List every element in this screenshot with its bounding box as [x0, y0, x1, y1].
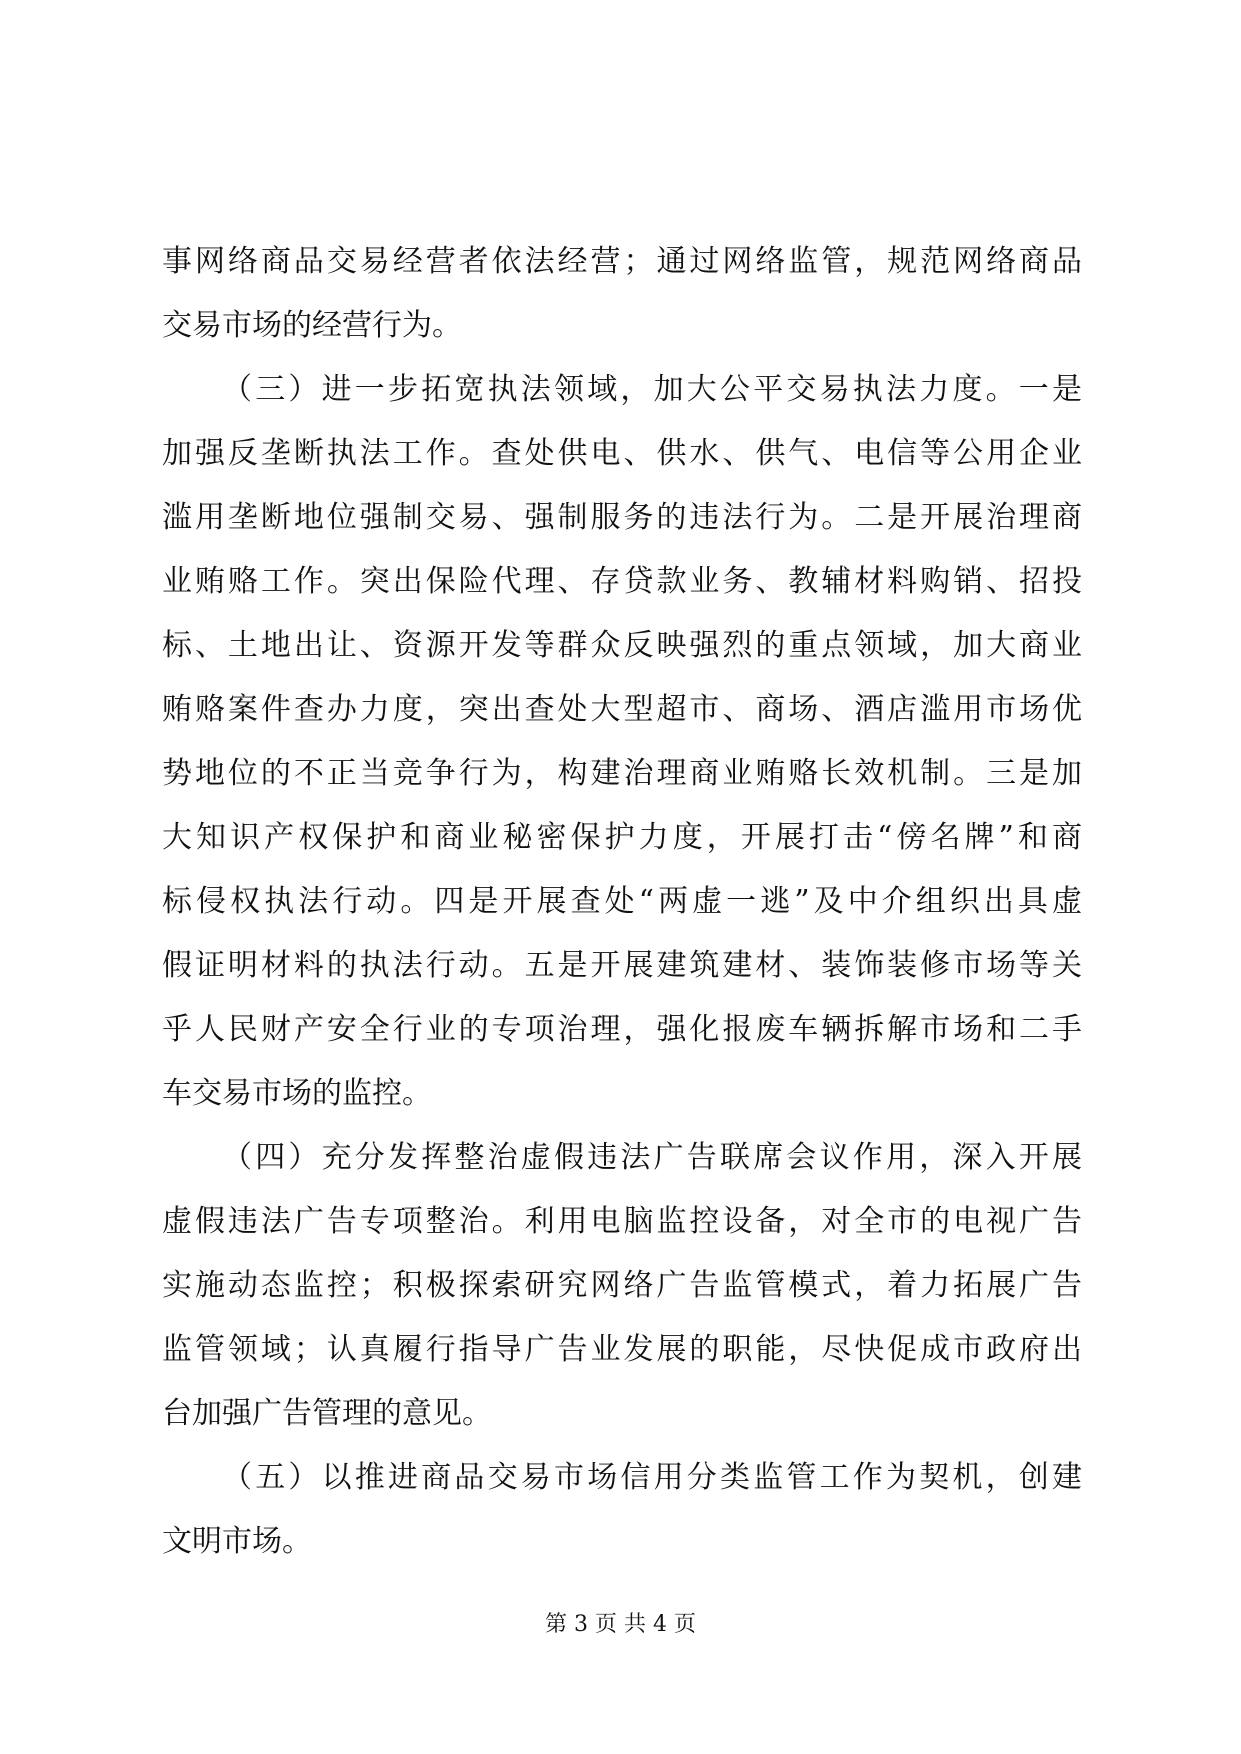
text-line: 贿赂案件查办力度，突出查处大型超市、商场、酒店滥用市场优	[162, 692, 1082, 727]
text-line: 事网络商品交易经营者依法经营；通过网络监管，规范网络商品	[162, 244, 1082, 279]
text-line: 乎人民财产安全行业的专项治理，强化报废车辆拆解市场和二手	[162, 1012, 1082, 1047]
text-line: 交易市场的经营行为。	[162, 308, 462, 343]
text-line: 业贿赂工作。突出保险代理、存贷款业务、教辅材料购销、招投	[162, 564, 1082, 599]
text-line: 加强反垄断执法工作。查处供电、供水、供气、电信等公用企业	[162, 436, 1082, 471]
text-line: 监管领域；认真履行指导广告业发展的职能，尽快促成市政府出	[162, 1332, 1082, 1367]
paragraph-p-4	[162, 1126, 1082, 1446]
text-line: 滥用垄断地位强制交易、强制服务的违法行为。二是开展治理商	[162, 500, 1082, 535]
document-body	[162, 230, 1082, 1574]
text-line: 标侵权执法行动。四是开展查处“两虚一逃”及中介组织出具虚	[162, 884, 1082, 919]
page-footer: 第 3 页 共 4 页	[545, 1612, 696, 1637]
text-line: 标、土地出让、资源开发等群众反映强烈的重点领域，加大商业	[162, 628, 1082, 663]
paragraph-p-continued	[162, 230, 1082, 358]
text-line: 车交易市场的监控。	[162, 1076, 432, 1111]
text-line: （三）进一步拓宽执法领域，加大公平交易执法力度。一是	[222, 372, 1082, 407]
text-line: 虚假违法广告专项整治。利用电脑监控设备，对全市的电视广告	[162, 1204, 1082, 1239]
paragraph-p-3	[162, 358, 1082, 1126]
text-line: （五）以推进商品交易市场信用分类监管工作为契机，创建	[222, 1460, 1082, 1495]
paragraph-p-5	[162, 1446, 1082, 1574]
text-line: 大知识产权保护和商业秘密保护力度，开展打击“傍名牌”和商	[162, 820, 1082, 855]
text-line: 势地位的不正当竞争行为，构建治理商业贿赂长效机制。三是加	[162, 756, 1082, 791]
text-line: 实施动态监控；积极探索研究网络广告监管模式，着力拓展广告	[162, 1268, 1082, 1303]
text-line: 假证明材料的执法行动。五是开展建筑建材、装饰装修市场等关	[162, 948, 1082, 983]
text-line: 文明市场。	[162, 1524, 312, 1559]
text-line: 台加强广告管理的意见。	[162, 1396, 492, 1431]
text-line: （四）充分发挥整治虚假违法广告联席会议作用，深入开展	[222, 1140, 1082, 1175]
